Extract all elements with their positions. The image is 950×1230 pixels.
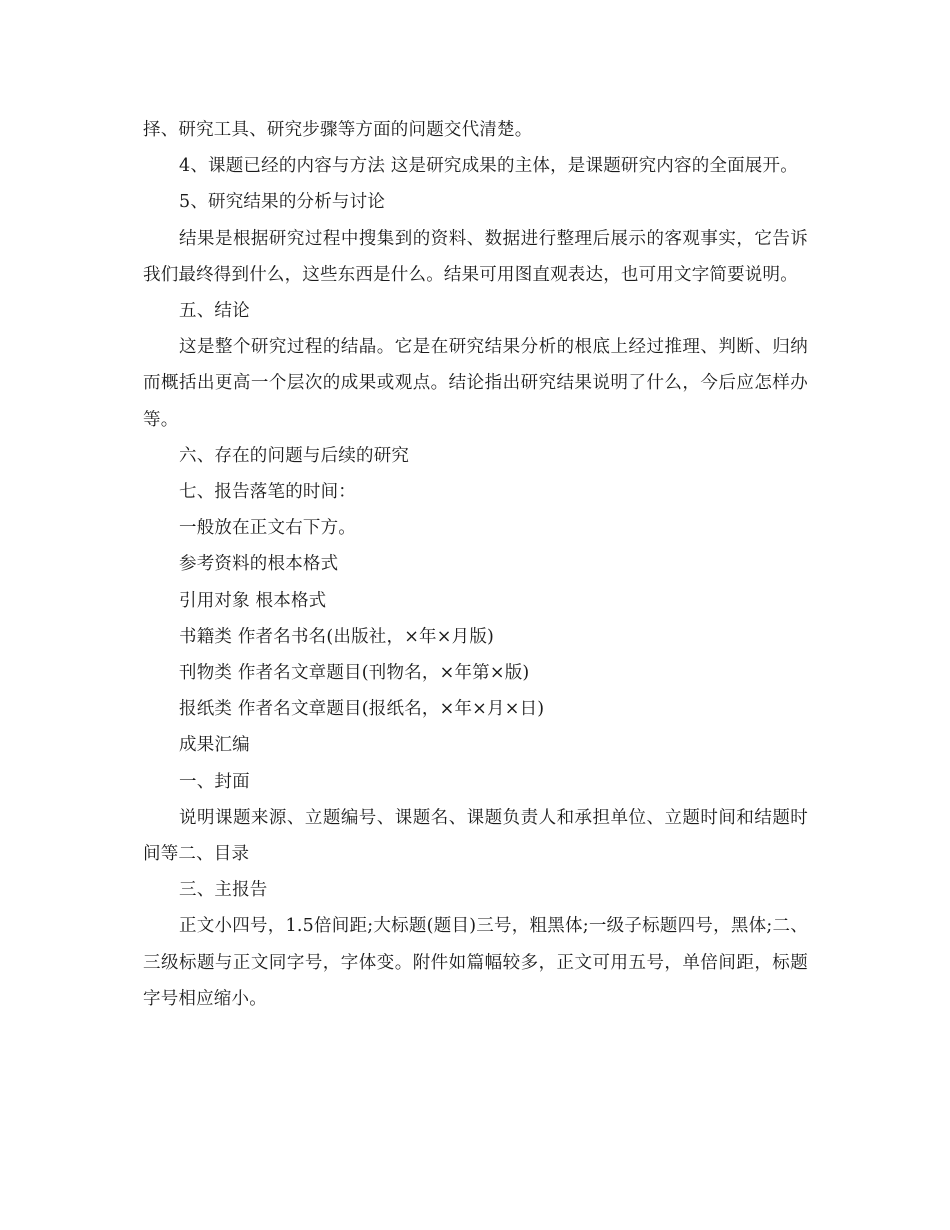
paragraph: 结果是根据研究过程中搜集到的资料、数据进行整理后展示的客观事实，它告诉我们最终得到什么，这些东西是什么。结果可用图直观表达，也可用文字简要说明。: [143, 228, 808, 285]
paragraph: 说明课题来源、立题编号、课题名、课题负责人和承担单位、立题时间和结题时间等二、目录: [143, 807, 808, 865]
section-heading: 五、结论: [179, 301, 250, 322]
reference-format-row: 刊物类 作者名文章题目(刊物名，×年第×版): [179, 663, 530, 684]
section-heading: 一、封面: [179, 771, 250, 792]
section-heading: 5、研究结果的分析与讨论: [179, 192, 386, 213]
paragraph: 4、课题已经的内容与方法 这是研究成果的主体，是课题研究内容的全面展开。: [179, 156, 798, 177]
reference-format-row: 报纸类 作者名文章题目(报纸名，×年×月×日): [179, 699, 545, 720]
paragraph: 这是整个研究过程的结晶。它是在研究结果分析的根底上经过推理、判断、归纳而概括出更高一个层次的成果或观点。结论指出研究结果说明了什么，今后应怎样办等。: [143, 337, 808, 430]
paragraph: 一般放在正文右下方。: [179, 518, 356, 539]
paragraph: 参考资料的根本格式: [179, 554, 339, 575]
paragraph: 择、研究工具、研究步骤等方面的问题交代清楚。: [143, 120, 533, 140]
section-heading: 六、存在的问题与后续的研究: [179, 445, 410, 466]
section-heading: 七、报告落笔的时间：: [179, 482, 356, 503]
body-text: [143, 112, 808, 1017]
reference-format-row: 书籍类 作者名书名(出版社，×年×月版): [179, 626, 495, 647]
reference-format-header: 引用对象 根本格式: [179, 590, 327, 611]
section-heading: 三、主报告: [179, 880, 268, 901]
section-heading: 成果汇编: [179, 735, 250, 756]
paragraph: 正文小四号，1.5倍间距;大标题(题目)三号，粗黑体;一级子标题四号，黑体;二、三级标题与正文同字号，字体变。附件如篇幅较多，正文可用五号，单倍间距，标题字号相应缩小。: [143, 916, 808, 1009]
